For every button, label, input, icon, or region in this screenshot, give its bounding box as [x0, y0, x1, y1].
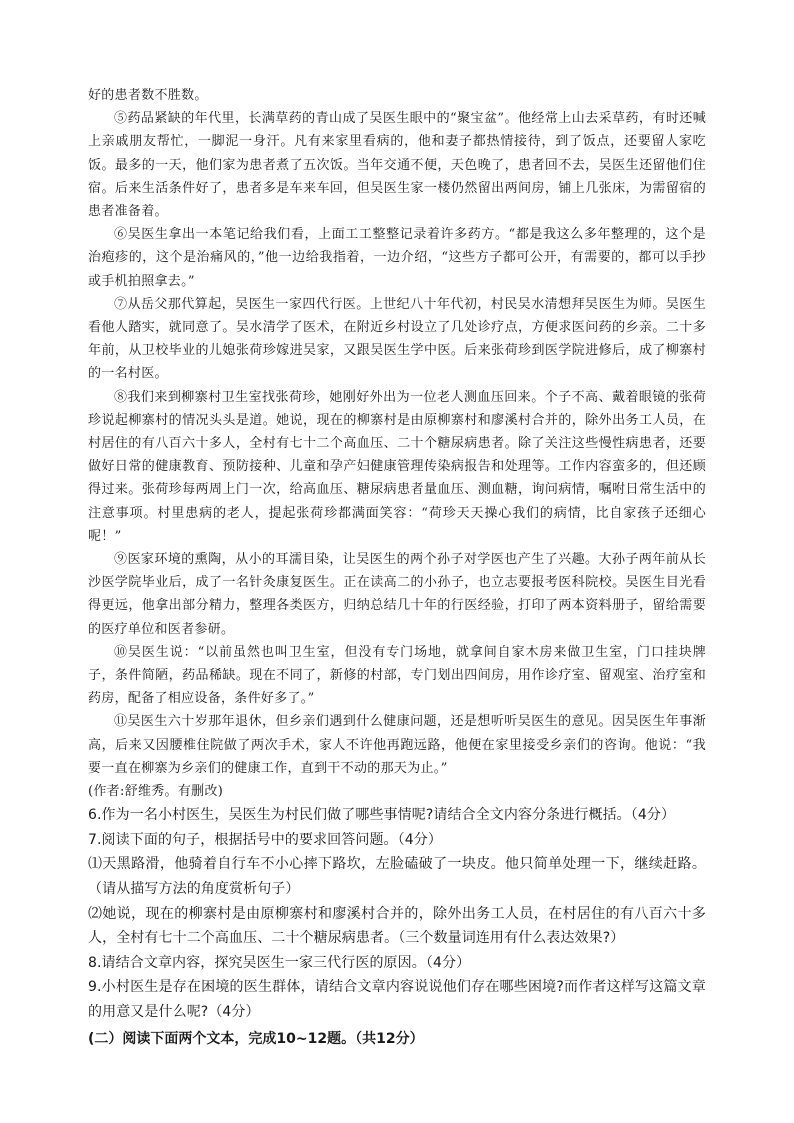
passage-paragraph-5: ⑤药品紧缺的年代里，长满草药的青山成了吴医生眼中的“聚宝盆”。他经常上山去采草药，有时还喊上亲戚朋友帮忙，一脚泥一身汗。凡有来家里看病的，他和妻子都热情接待，到了饭点，还要留人家吃饭。最多的一天，他们家为患者煮了五次饭。当年交通不便，天色晚了，患者回不去，吴医生还留他们住宿。后来生活条件好了，患者多是车来车回，但吴医生家一楼仍然留出两间房，铺上几张床，为需留宿的患者准备着。 — [88, 111, 706, 220]
question-list — [88, 803, 706, 1024]
passage-paragraph-7: ⑦从岳父那代算起，吴医生一家四代行医。上世纪八十年代初，村民吴水清想拜吴医生为师。吴医生看他人踏实，就同意了。吴水清学了医术，在附近乡村设立了几处诊疗点，方便求医问药的乡亲。二十多年前，从卫校毕业的儿媳张荷珍嫁进吴家，又跟吴医生学中医。后来张荷珍到医学院进修后，成了柳寨村的一名村医。 — [88, 296, 706, 382]
passage-paragraph-8: ⑧我们来到柳寨村卫生室找张荷珍，她刚好外出为一位老人测血压回来。个子不高、戴着眼镜的张荷珍说起柳寨村的情况头头是道。她说，现在的柳寨村是由原柳寨村和廖溪村合并的，除外出务工人员，在村居住的有八百六十多人，全村有七十二个高血压、二十个糖尿病患者。除了关注这些慢性病患者，还要做好日常的健康教育、预防接种、儿童和孕产妇健康管理传染病报告和处理等。工作内容蛮多的，但还顾得过来。张荷珍每两周上门一次，给高血压、糖尿病患者量血压、测血糖，询问病情，嘱咐日常生活中的注意事项。村里患病的老人，提起张荷珍都满面笑容：“荷珍天天操心我们的病情，比自家孩子还细心呢！” — [88, 389, 706, 544]
question-8: 8.请结合文章内容，探究吴医生一家三代行医的原因。（4分） — [88, 954, 471, 971]
section-heading: (二）阅读下面两个文本，完成10~12题。（共12分） — [88, 1030, 424, 1047]
reading-passage — [88, 84, 706, 803]
question-7-part-2: ⑵她说，现在的柳寨村是由原柳寨村和廖溪村合并的，除外出务工人员，在村居住的有八百六十多人，全村有七十二个高血压、二十个糖尿病患者。（三个数量词连用有什么表达效果?） — [88, 905, 706, 947]
question-6: 6.作为一名小村医生，吴医生为村民们做了哪些事情呢?请结合全文内容分条进行概括。（4分） — [88, 807, 676, 824]
passage-paragraph-6: ⑥吴医生拿出一本笔记给我们看，上面工工整整记录着许多药方。“都是我这么多年整理的，这个是治疱疹的，这个是治痛风的，”他一边给我指着，一边介绍，“这些方子都可公开，有需要的，都可以手抄或手机拍照拿去。” — [88, 227, 706, 289]
question-9: 9.小村医生是存在困境的医生群体，请结合文章内容说说他们存在哪些困境?而作者这样写这篇文章的用意又是什么呢?（4分） — [88, 979, 706, 1021]
question-7-part-1: ⑴天黑路滑，他骑着自行车不小心摔下路坎，左脸磕破了一块皮。他只简单处理一下，继续赶路。（请从描写方法的角度赏析句子） — [88, 856, 706, 898]
passage-paragraph-11: ⑪吴医生六十岁那年退休，但乡亲们遇到什么健康问题，还是想听听吴医生的意见。因吴医生年事渐高，后来又因腰椎住院做了两次手术，家人不许他再跑远路，他便在家里接受乡亲们的咨询。他说：“我要一直在柳寨为乡亲们的健康工作，直到干不动的那天为止。” — [88, 714, 706, 776]
passage-paragraph-10: ⑩吴医生说：“以前虽然也叫卫生室，但没有专门场地，就拿间自家木房来做卫生室，门口挂块牌子，条件简陋，药品稀缺。现在不同了，新修的村部，专门划出四间房，用作诊疗室、留观室、治疗室和药房，配备了相应设备，条件好多了。” — [88, 644, 706, 707]
author-credit: (作者:舒维秀。有删改) — [88, 784, 224, 800]
passage-continued-line: 好的患者数不胜数。 — [88, 88, 208, 103]
question-7: 7.阅读下面的句子，根据括号中的要求回答问题。（4分） — [88, 831, 442, 848]
passage-paragraph-9: ⑨医家环境的熏陶，从小的耳濡目染，让吴医生的两个孙子对学医也产生了兴趣。大孙子两年前从长沙医学院毕业后，成了一名针灸康复医生。正在读高二的小孙子，也立志要报考医科院校。吴医生目光看得更远，他拿出部分精力，整理各类医方，归纳总结几十年的行医经验，打印了两本资料册子，留给需要的医疗单位和医者参研。 — [88, 552, 706, 637]
